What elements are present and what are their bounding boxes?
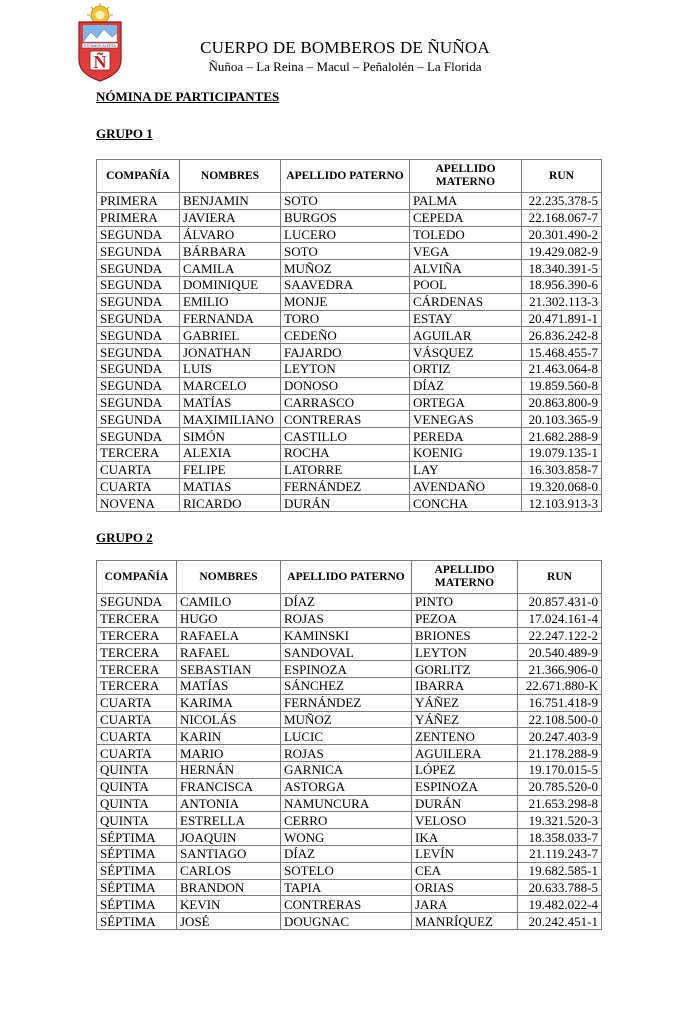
nombres-cell: ANTONIA [177,795,281,812]
apellido-paterno-cell: CONTRERAS [281,411,410,428]
group-2-title: GRUPO 2 [96,530,153,545]
apellido-materno-cell: VEGA [410,243,522,260]
table-row [97,711,602,728]
compania-cell: SEGUNDA [97,260,180,277]
nombres-cell: MATÍAS [180,394,281,411]
table-row [97,310,602,327]
logo-letter: Ñ [93,52,107,72]
table-row [97,845,602,862]
table-row [97,829,602,846]
nombres-cell: JAVIERA [180,209,281,226]
compania-cell: SEGUNDA [97,243,180,260]
run-cell: 21.302.113-3 [522,293,602,310]
compania-cell: SEGUNDA [97,327,180,344]
apellido-paterno-cell: ESPINOZA [281,661,412,678]
apellido-paterno-cell: LUCIC [281,728,412,745]
nombres-cell: SIMÓN [180,428,281,445]
table-header-row [97,160,602,193]
run-cell: 20.242.451-1 [518,913,602,930]
apellido-materno-cell: YÁÑEZ [412,694,518,711]
compania-cell: CUARTA [97,711,177,728]
run-cell: 22.168.067-7 [522,209,602,226]
nombres-cell: RAFAELA [177,627,281,644]
apellido-materno-cell: PALMA [410,193,522,210]
apellido-materno-cell: PEREDA [410,428,522,445]
nombres-cell: MARIO [177,745,281,762]
nombres-cell: SANTIAGO [177,845,281,862]
nombres-cell: JONATHAN [180,344,281,361]
apellido-paterno-cell: SOTELO [281,862,412,879]
apellido-paterno-cell: FAJARDO [281,344,410,361]
nombres-cell: HUGO [177,610,281,627]
group-1-rows [97,193,602,512]
table-row [97,761,602,778]
run-cell: 21.366.906-0 [518,661,602,678]
nombres-cell: CAMILO [177,594,281,611]
apellido-paterno-cell: CARRASCO [281,394,410,411]
run-cell: 19.079.135-1 [522,444,602,461]
apellido-paterno-cell: DOUGNAC [281,913,412,930]
run-cell: 22.247.122-2 [518,627,602,644]
apellido-materno-cell: AGUILERA [412,745,518,762]
compania-cell: NOVENA [97,495,180,512]
nombres-cell: MARCELO [180,377,281,394]
table-row [97,444,602,461]
nombres-cell: LUIS [180,360,281,377]
group-2-rows [97,594,602,930]
apellido-materno-cell: PINTO [412,594,518,611]
col-header-apellido-materno: APELLIDO MATERNO [410,160,522,193]
nombres-cell: FERNANDA [180,310,281,327]
apellido-materno-cell: IKA [412,829,518,846]
compania-cell: TERCERA [97,610,177,627]
run-cell: 21.682.288-9 [522,428,602,445]
group-2-table [96,560,602,930]
nombres-cell: FRANCISCA [177,778,281,795]
nombres-cell: KEVIN [177,896,281,913]
nombres-cell: SEBASTIAN [177,661,281,678]
run-cell: 20.857.431-0 [518,594,602,611]
table-row [97,627,602,644]
run-cell: 16.751.418-9 [518,694,602,711]
apellido-materno-cell: LAY [410,461,522,478]
apellido-paterno-cell: LEYTON [281,360,410,377]
run-cell: 20.785.520-0 [518,778,602,795]
compania-cell: TERCERA [97,627,177,644]
table-row [97,644,602,661]
col-header-compania: COMPAÑÍA [97,561,177,594]
nombres-cell: JOAQUIN [177,829,281,846]
nombres-cell: MAXIMILIANO [180,411,281,428]
nombres-cell: NICOLÁS [177,711,281,728]
compania-cell: SÉPTIMA [97,879,177,896]
apellido-materno-cell: POOL [410,276,522,293]
run-cell: 20.247.403-9 [518,728,602,745]
apellido-paterno-cell: LUCERO [281,226,410,243]
col-header-apellido-paterno: APELLIDO PATERNO [281,160,410,193]
apellido-materno-cell: CEPEDA [410,209,522,226]
nombres-cell: ÁLVARO [180,226,281,243]
table-row [97,478,602,495]
compania-cell: PRIMERA [97,193,180,210]
compania-cell: QUINTA [97,761,177,778]
compania-cell: QUINTA [97,795,177,812]
table-row [97,879,602,896]
nombres-cell: ESTRELLA [177,812,281,829]
table-row [97,276,602,293]
table-row [97,428,602,445]
compania-cell: SEGUNDA [97,594,177,611]
apellido-materno-cell: ORIAS [412,879,518,896]
apellido-paterno-cell: BURGOS [281,209,410,226]
apellido-paterno-cell: DONOSO [281,377,410,394]
compania-cell: TERCERA [97,677,177,694]
nombres-cell: KARIN [177,728,281,745]
run-cell: 15.468.455-7 [522,344,602,361]
col-header-apellido-materno: APELLIDO MATERNO [412,561,518,594]
apellido-paterno-cell: KAMINSKI [281,627,412,644]
table-row [97,193,602,210]
compania-cell: SÉPTIMA [97,862,177,879]
run-cell: 18.358.033-7 [518,829,602,846]
run-cell: 20.540.489-9 [518,644,602,661]
compania-cell: QUINTA [97,812,177,829]
run-cell: 26.836.242-8 [522,327,602,344]
compania-cell: SÉPTIMA [97,896,177,913]
apellido-paterno-cell: DURÁN [281,495,410,512]
apellido-paterno-cell: WONG [281,829,412,846]
nombres-cell: CAMILA [180,260,281,277]
apellido-materno-cell: LEYTON [412,644,518,661]
run-cell: 19.320.068-0 [522,478,602,495]
compania-cell: CUARTA [97,728,177,745]
apellido-paterno-cell: MUÑOZ [281,711,412,728]
apellido-materno-cell: ESTAY [410,310,522,327]
apellido-materno-cell: AVENDAÑO [410,478,522,495]
apellido-paterno-cell: FERNÁNDEZ [281,478,410,495]
document-heading: NÓMINA DE PARTICIPANTES [96,89,280,104]
compania-cell: PRIMERA [97,209,180,226]
table-row [97,209,602,226]
table-row [97,411,602,428]
compania-cell: CUARTA [97,461,180,478]
table-row [97,913,602,930]
apellido-paterno-cell: SANDOVAL [281,644,412,661]
apellido-materno-cell: KOENIG [410,444,522,461]
apellido-materno-cell: ALVIÑA [410,260,522,277]
apellido-paterno-cell: CEDEÑO [281,327,410,344]
table-row [97,795,602,812]
apellido-paterno-cell: CERRO [281,812,412,829]
run-cell: 22.671.880-K [518,677,602,694]
col-header-nombres: NOMBRES [177,561,281,594]
run-cell: 20.471.891-1 [522,310,602,327]
apellido-materno-cell: ORTEGA [410,394,522,411]
apellido-paterno-cell: DÍAZ [281,594,412,611]
apellido-paterno-cell: ASTORGA [281,778,412,795]
apellido-paterno-cell: DÍAZ [281,845,412,862]
apellido-materno-cell: AGUILAR [410,327,522,344]
apellido-paterno-cell: MUÑOZ [281,260,410,277]
table-row [97,745,602,762]
table-row [97,778,602,795]
apellido-materno-cell: VELOSO [412,812,518,829]
nombres-cell: BENJAMIN [180,193,281,210]
group-1-title: GRUPO 1 [96,126,153,141]
apellido-materno-cell: TOLEDO [410,226,522,243]
apellido-materno-cell: DÍAZ [410,377,522,394]
apellido-paterno-cell: MONJE [281,293,410,310]
apellido-paterno-cell: ROCHA [281,444,410,461]
run-cell: 20.863.800-9 [522,394,602,411]
nombres-cell: BRANDON [177,879,281,896]
apellido-paterno-cell: GARNICA [281,761,412,778]
run-cell: 20.301.490-2 [522,226,602,243]
nombres-cell: BÁRBARA [180,243,281,260]
apellido-paterno-cell: ROJAS [281,745,412,762]
apellido-materno-cell: VÁSQUEZ [410,344,522,361]
apellido-paterno-cell: SOTO [281,243,410,260]
compania-cell: SEGUNDA [97,428,180,445]
compania-cell: SEGUNDA [97,377,180,394]
run-cell: 16.303.858-7 [522,461,602,478]
apellido-paterno-cell: TAPIA [281,879,412,896]
table-row [97,260,602,277]
apellido-paterno-cell: LATORRE [281,461,410,478]
compania-cell: CUARTA [97,478,180,495]
compania-cell: SEGUNDA [97,293,180,310]
table-row [97,226,602,243]
table-row [97,394,602,411]
compania-cell: SEGUNDA [97,276,180,293]
table-row [97,461,602,478]
compania-cell: SÉPTIMA [97,845,177,862]
apellido-materno-cell: LÓPEZ [412,761,518,778]
nombres-cell: KARIMA [177,694,281,711]
table-row [97,344,602,361]
apellido-paterno-cell: CONTRERAS [281,896,412,913]
col-header-run: RUN [522,160,602,193]
run-cell: 21.178.288-9 [518,745,602,762]
table-row [97,862,602,879]
compania-cell: TERCERA [97,661,177,678]
fire-department-shield-logo [76,2,124,82]
apellido-paterno-cell: TORO [281,310,410,327]
run-cell: 18.956.390-6 [522,276,602,293]
compania-cell: SEGUNDA [97,226,180,243]
nombres-cell: MATÍAS [177,677,281,694]
sunburst-crest-icon [87,3,113,24]
compania-cell: TERCERA [97,444,180,461]
run-cell: 19.170.015-5 [518,761,602,778]
run-cell: 19.482.022-4 [518,896,602,913]
apellido-paterno-cell: SÁNCHEZ [281,677,412,694]
run-cell: 19.859.560-8 [522,377,602,394]
run-cell: 21.463.064-8 [522,360,602,377]
apellido-materno-cell: LEVÍN [412,845,518,862]
apellido-materno-cell: CONCHA [410,495,522,512]
apellido-paterno-cell: SOTO [281,193,410,210]
run-cell: 12.103.913-3 [522,495,602,512]
run-cell: 19.429.082-9 [522,243,602,260]
nombres-cell: GABRIEL [180,327,281,344]
table-row [97,293,602,310]
table-row [97,594,602,611]
col-header-compania: COMPAÑÍA [97,160,180,193]
table-row [97,677,602,694]
nombres-cell: FELIPE [180,461,281,478]
compania-cell: SEGUNDA [97,360,180,377]
apellido-materno-cell: JARA [412,896,518,913]
nombres-cell: CARLOS [177,862,281,879]
apellido-paterno-cell: ROJAS [281,610,412,627]
table-row [97,661,602,678]
compania-cell: CUARTA [97,694,177,711]
table-row [97,812,602,829]
table-row [97,495,602,512]
run-cell: 22.235.378-5 [522,193,602,210]
apellido-materno-cell: VENEGAS [410,411,522,428]
apellido-materno-cell: YÁÑEZ [412,711,518,728]
logo-motto: ESTAMOS ALERTA [84,44,116,48]
compania-cell: SEGUNDA [97,411,180,428]
run-cell: 20.103.365-9 [522,411,602,428]
table-row [97,896,602,913]
apellido-materno-cell: CEA [412,862,518,879]
col-header-run: RUN [518,561,602,594]
apellido-paterno-cell: SAAVEDRA [281,276,410,293]
col-header-apellido-paterno: APELLIDO PATERNO [281,561,412,594]
run-cell: 19.321.520-3 [518,812,602,829]
apellido-materno-cell: GORLITZ [412,661,518,678]
apellido-paterno-cell: NAMUNCURA [281,795,412,812]
organization-title: CUERPO DE BOMBEROS DE ÑUÑOA [200,38,490,57]
nombres-cell: ALEXIA [180,444,281,461]
apellido-materno-cell: MANRÍQUEZ [412,913,518,930]
table-row [97,377,602,394]
nombres-cell: RICARDO [180,495,281,512]
table-row [97,728,602,745]
run-cell: 22.108.500-0 [518,711,602,728]
organization-subtitle: Ñuñoa – La Reina – Macul – Peñalolén – La Florida [208,59,482,74]
group-1-table [96,159,602,512]
nombres-cell: RAFAEL [177,644,281,661]
apellido-materno-cell: ESPINOZA [412,778,518,795]
compania-cell: SEGUNDA [97,344,180,361]
run-cell: 17.024.161-4 [518,610,602,627]
apellido-materno-cell: BRIONES [412,627,518,644]
nombres-cell: MATIAS [180,478,281,495]
apellido-materno-cell: ZENTENO [412,728,518,745]
compania-cell: QUINTA [97,778,177,795]
col-header-nombres: NOMBRES [180,160,281,193]
compania-cell: SÉPTIMA [97,829,177,846]
apellido-materno-cell: CÁRDENAS [410,293,522,310]
run-cell: 20.633.788-5 [518,879,602,896]
nombres-cell: EMILIO [180,293,281,310]
apellido-materno-cell: IBARRA [412,677,518,694]
table-row [97,360,602,377]
apellido-paterno-cell: CASTILLO [281,428,410,445]
compania-cell: SÉPTIMA [97,913,177,930]
nombres-cell: JOSÉ [177,913,281,930]
compania-cell: CUARTA [97,745,177,762]
table-row [97,327,602,344]
table-row [97,610,602,627]
nombres-cell: HERNÁN [177,761,281,778]
run-cell: 21.119.243-7 [518,845,602,862]
table-row [97,694,602,711]
run-cell: 18.340.391-5 [522,260,602,277]
compania-cell: TERCERA [97,644,177,661]
nombres-cell: DOMINIQUE [180,276,281,293]
table-header-row [97,561,602,594]
apellido-paterno-cell: FERNÁNDEZ [281,694,412,711]
run-cell: 19.682.585-1 [518,862,602,879]
apellido-materno-cell: DURÁN [412,795,518,812]
apellido-materno-cell: PEZOA [412,610,518,627]
run-cell: 21.653.298-8 [518,795,602,812]
apellido-materno-cell: ORTIZ [410,360,522,377]
table-row [97,243,602,260]
compania-cell: SEGUNDA [97,310,180,327]
compania-cell: SEGUNDA [97,394,180,411]
